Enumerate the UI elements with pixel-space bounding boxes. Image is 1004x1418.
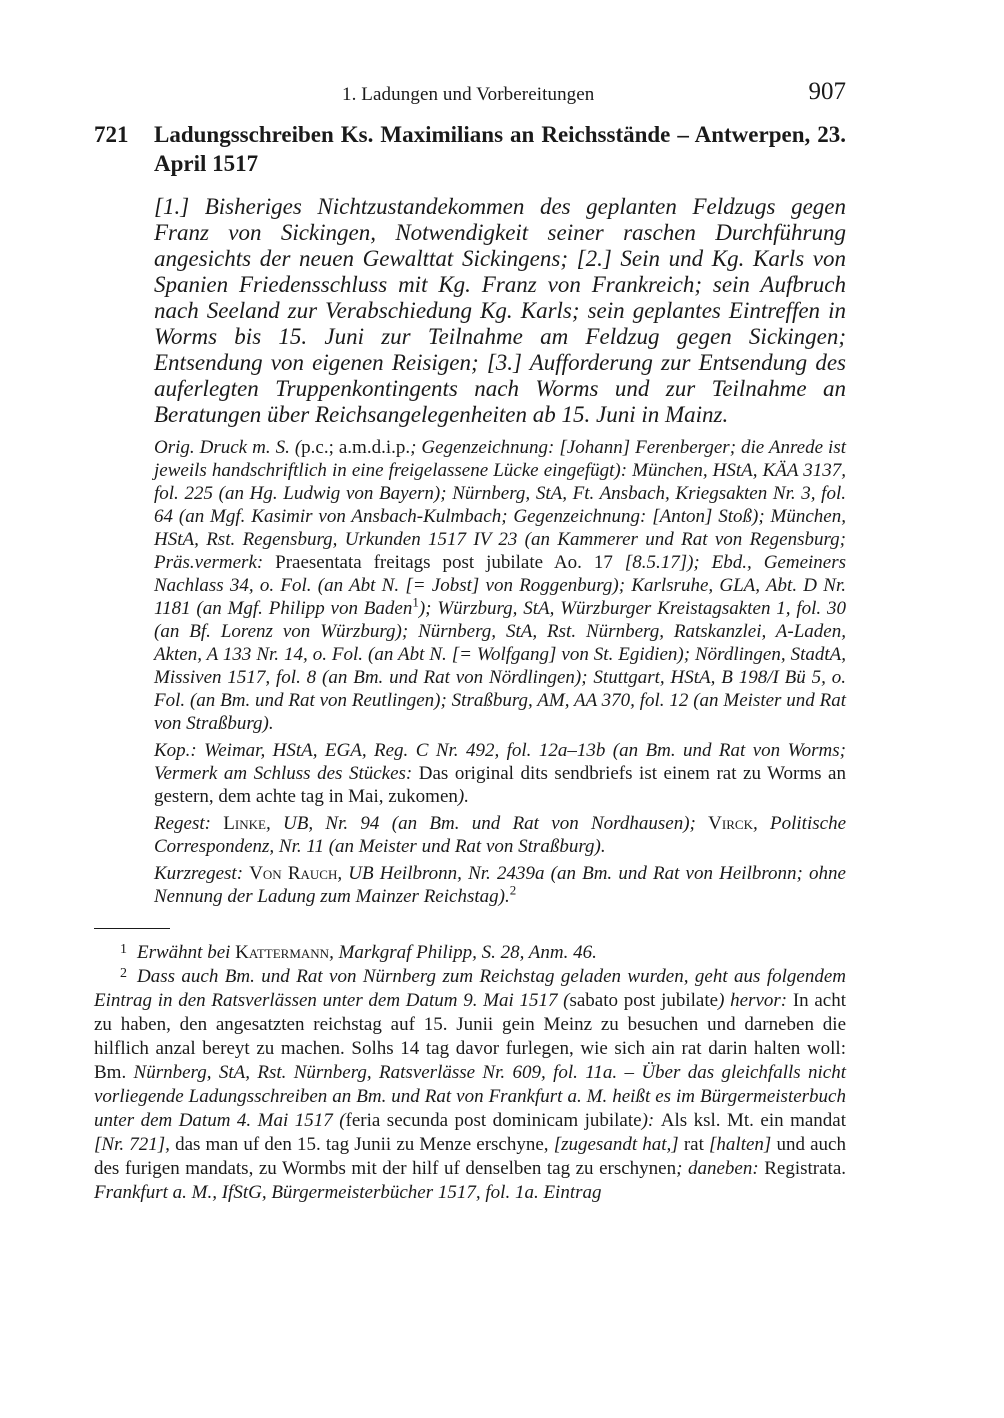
document-summary: [1.] Bisheriges Nichtzustandekommen des geplanten Feldzugs gegen Franz von Sickingen, Notwendigkeit seiner raschen Durchführung angesichts der neuen Gewalttat Sickingens; [2.] Sein und Kg. Karls von Spanien Friedensschluss mit Kg. Franz von Frankreich; sein Aufbruch nach Seeland zur Verabschiedung Kg. Karls; sein geplantes Eintreffen in Worms bis 15. Juni zur Teilnahme am Feldzug gegen Sickingen; Entsendung von eigenen Reisigen; [3.] Aufforderung zur Entsendung des auferlegten Truppenkontingents nach Worms und zur Teilnahme an Beratungen über Reichsangelegenheiten ab 15. Juni in Mainz. bbox=[154, 194, 846, 427]
regest-text-e: , Politische Correspondenz, Nr. 11 (an Meister und Rat von Straßburg). bbox=[154, 813, 846, 857]
kop-text-b: Das original dits sendbriefs ist einem rat zu Worms an gestern, dem achte tag in Mai, zukomen bbox=[154, 763, 846, 807]
document-page bbox=[94, 78, 846, 1205]
fn2-text-q: Frankfurt a. M., IfStG, Bürgermeisterbücher 1517, fol. 1a. Eintrag bbox=[94, 1182, 602, 1203]
document-title: Ladungsschreiben Ks. Maximilians an Reichsstände – Antwerpen, 23. April 1517 bbox=[154, 122, 846, 176]
footnote-2 bbox=[94, 965, 846, 1205]
regest-text-c: , UB, Nr. 94 (an Bm. und Rat von Nordhausen); bbox=[265, 813, 709, 834]
kop-text-a: Kop.: Weimar, HStA, EGA, Reg. C Nr. 492, fol. 12a–13b (an Bm. und Rat von Worms; Vermerk am Schluss des Stückes: bbox=[154, 740, 846, 784]
fn1-text-a: Erwähnt bei bbox=[137, 942, 236, 963]
fn2-text-c: ) hervor: bbox=[718, 990, 793, 1011]
orig-text-g: ); Würzburg, StA, Würzburger Kreistagsakten 1, fol. 30 (an Bf. Lorenz von Würzburg); Nürnberg, StA, Rst. Nürnberg, Ratskanzlei, A-Laden, Akten, A 133 Nr. 14, o. Fol. (an Abt N. [= Wolfgang] von St. Egidien); Nördlingen, StadtA, Missiven 1517, fol. 8 (an Bm. und Rat von Nördlingen); Stuttgart, HStA, B 198/I Bü 5, o. Fol. (an Bm. und Rat von Reutlingen); Straßburg, AM, AA 370, fol. 12 (an Meister und Rat von Straßburg). bbox=[154, 598, 847, 734]
orig-text-b: p.c.; bbox=[301, 437, 334, 458]
orig-text-c: a.m.d.i.p. bbox=[333, 437, 411, 458]
kurzregest-text: , UB Heilbronn, Nr. 2439a (an Bm. und Rat von Heilbronn; ohne Nennung der Ladung zum Mainzer Reichstag). bbox=[154, 863, 846, 907]
regest-author-linke: Linke bbox=[223, 813, 266, 834]
fn2-text-g: ): bbox=[641, 1110, 661, 1131]
footnotes bbox=[94, 941, 846, 1205]
kurzregest-author: Von Rauch bbox=[249, 863, 338, 884]
footnote-number-1: 1 bbox=[120, 942, 127, 957]
fn2-text-k: [zugesandt hat,] bbox=[548, 1134, 684, 1155]
regest-author-virck: Virck bbox=[708, 813, 753, 834]
regest-label: Regest: bbox=[154, 813, 224, 834]
source-regest bbox=[154, 812, 846, 858]
fn2-text-n: und auch des furigen mandats, zu Wormbs mit der hilf uf denselben tag zu erschynen bbox=[94, 1134, 846, 1179]
fn2-text-o: ; daneben: bbox=[676, 1158, 765, 1179]
fn2-text-b: sabato post jubilate bbox=[569, 990, 719, 1011]
fn2-text-i: [Nr. 721], bbox=[94, 1134, 176, 1155]
source-kurzregest bbox=[154, 862, 846, 908]
fn2-text-f: feria secunda post dominicam jubilate bbox=[345, 1110, 642, 1131]
footnote-ref-1[interactable]: 1 bbox=[412, 594, 419, 610]
kurzregest-label: Kurzregest: bbox=[154, 863, 250, 884]
orig-text-e: Praesentata freitags post jubilate Ao. 17 bbox=[275, 552, 613, 573]
footnote-ref-2[interactable]: 2 bbox=[509, 882, 517, 898]
footnote-number-2: 2 bbox=[120, 966, 127, 981]
page-number: 907 bbox=[808, 78, 846, 105]
fn2-text-p: Registrata. bbox=[764, 1158, 846, 1179]
fn2-text-l: rat bbox=[683, 1134, 704, 1155]
source-references bbox=[154, 436, 846, 908]
fn2-text-m: [halten] bbox=[703, 1134, 777, 1155]
document-heading bbox=[94, 120, 846, 178]
fn2-text-j: das man uf den 15. tag Junii zu Menze erschyne, bbox=[175, 1134, 549, 1155]
running-title: 1. Ladungen und Vorbereitungen bbox=[342, 84, 595, 105]
fn2-text-h: Als ksl. Mt. ein mandat bbox=[660, 1110, 846, 1131]
fn2-text-a: Dass auch Bm. und Rat von Nürnberg zum Reichstag geladen wurden, geht aus folgendem Eintrag in den Ratsverlässen unter dem Datum 9. Mai 1517 ( bbox=[94, 966, 846, 1011]
document-number: 721 bbox=[94, 122, 129, 147]
fn2-text-d: In acht zu haben, den angesatzten reichstag auf 15. Junii gein Meinz zu besuchen und darneben die hilflich anzal bereyt zu machen. Solhs 14 tag davor furlegen, wie sich ain rat darin halten woll: Bm. bbox=[94, 990, 846, 1083]
orig-text-f: [8.5.17]); Ebd., Gemeiners Nachlass 34, o. Fol. (an Abt N. [= Jobst] von Roggenburg); Karlsruhe, GLA, Abt. D Nr. 1181 (an Mgf. Philipp von Baden bbox=[154, 552, 847, 619]
orig-text-d: ; Gegenzeichnung: [Johann] Ferenberger; die Anrede ist jeweils handschriftlich in eine freigelassene Lücke eingefügt): München, HStA, KÄA 3137, fol. 225 (an Hg. Ludwig von Bayern); Nürnberg, StA, Ft. Ansbach, Kriegsakten Nr. 3, fol. 64 (an Mgf. Kasimir von Ansbach-Kulmbach; Gegenzeichnung: [Anton] Stoß); München, HStA, Rst. Regensburg, Urkunden 1517 IV 23 (an Kammerer und Rat von Regensburg; Präs.vermerk: bbox=[154, 437, 846, 573]
kop-text-c: ). bbox=[457, 786, 469, 807]
source-kop bbox=[154, 739, 846, 808]
fn1-text-c: , Markgraf Philipp, S. 28, Anm. 46. bbox=[329, 942, 597, 963]
footnote-divider bbox=[94, 928, 170, 929]
fn2-text-e: Nürnberg, StA, Rst. Nürnberg, Ratsverlässe Nr. 609, fol. 11a. – Über das gleichfalls nicht vorliegende Ladungsschreiben an Bm. und Rat von Frankfurt a. M. heißt es im Bürgermeisterbuch unter dem Datum 4. Mai 1517 ( bbox=[94, 1062, 846, 1131]
running-head bbox=[94, 78, 846, 108]
footnote-1 bbox=[94, 941, 846, 965]
orig-text-a: Orig. Druck m. S. ( bbox=[154, 437, 302, 458]
fn1-author: Kattermann bbox=[235, 942, 330, 963]
source-orig bbox=[154, 436, 846, 735]
